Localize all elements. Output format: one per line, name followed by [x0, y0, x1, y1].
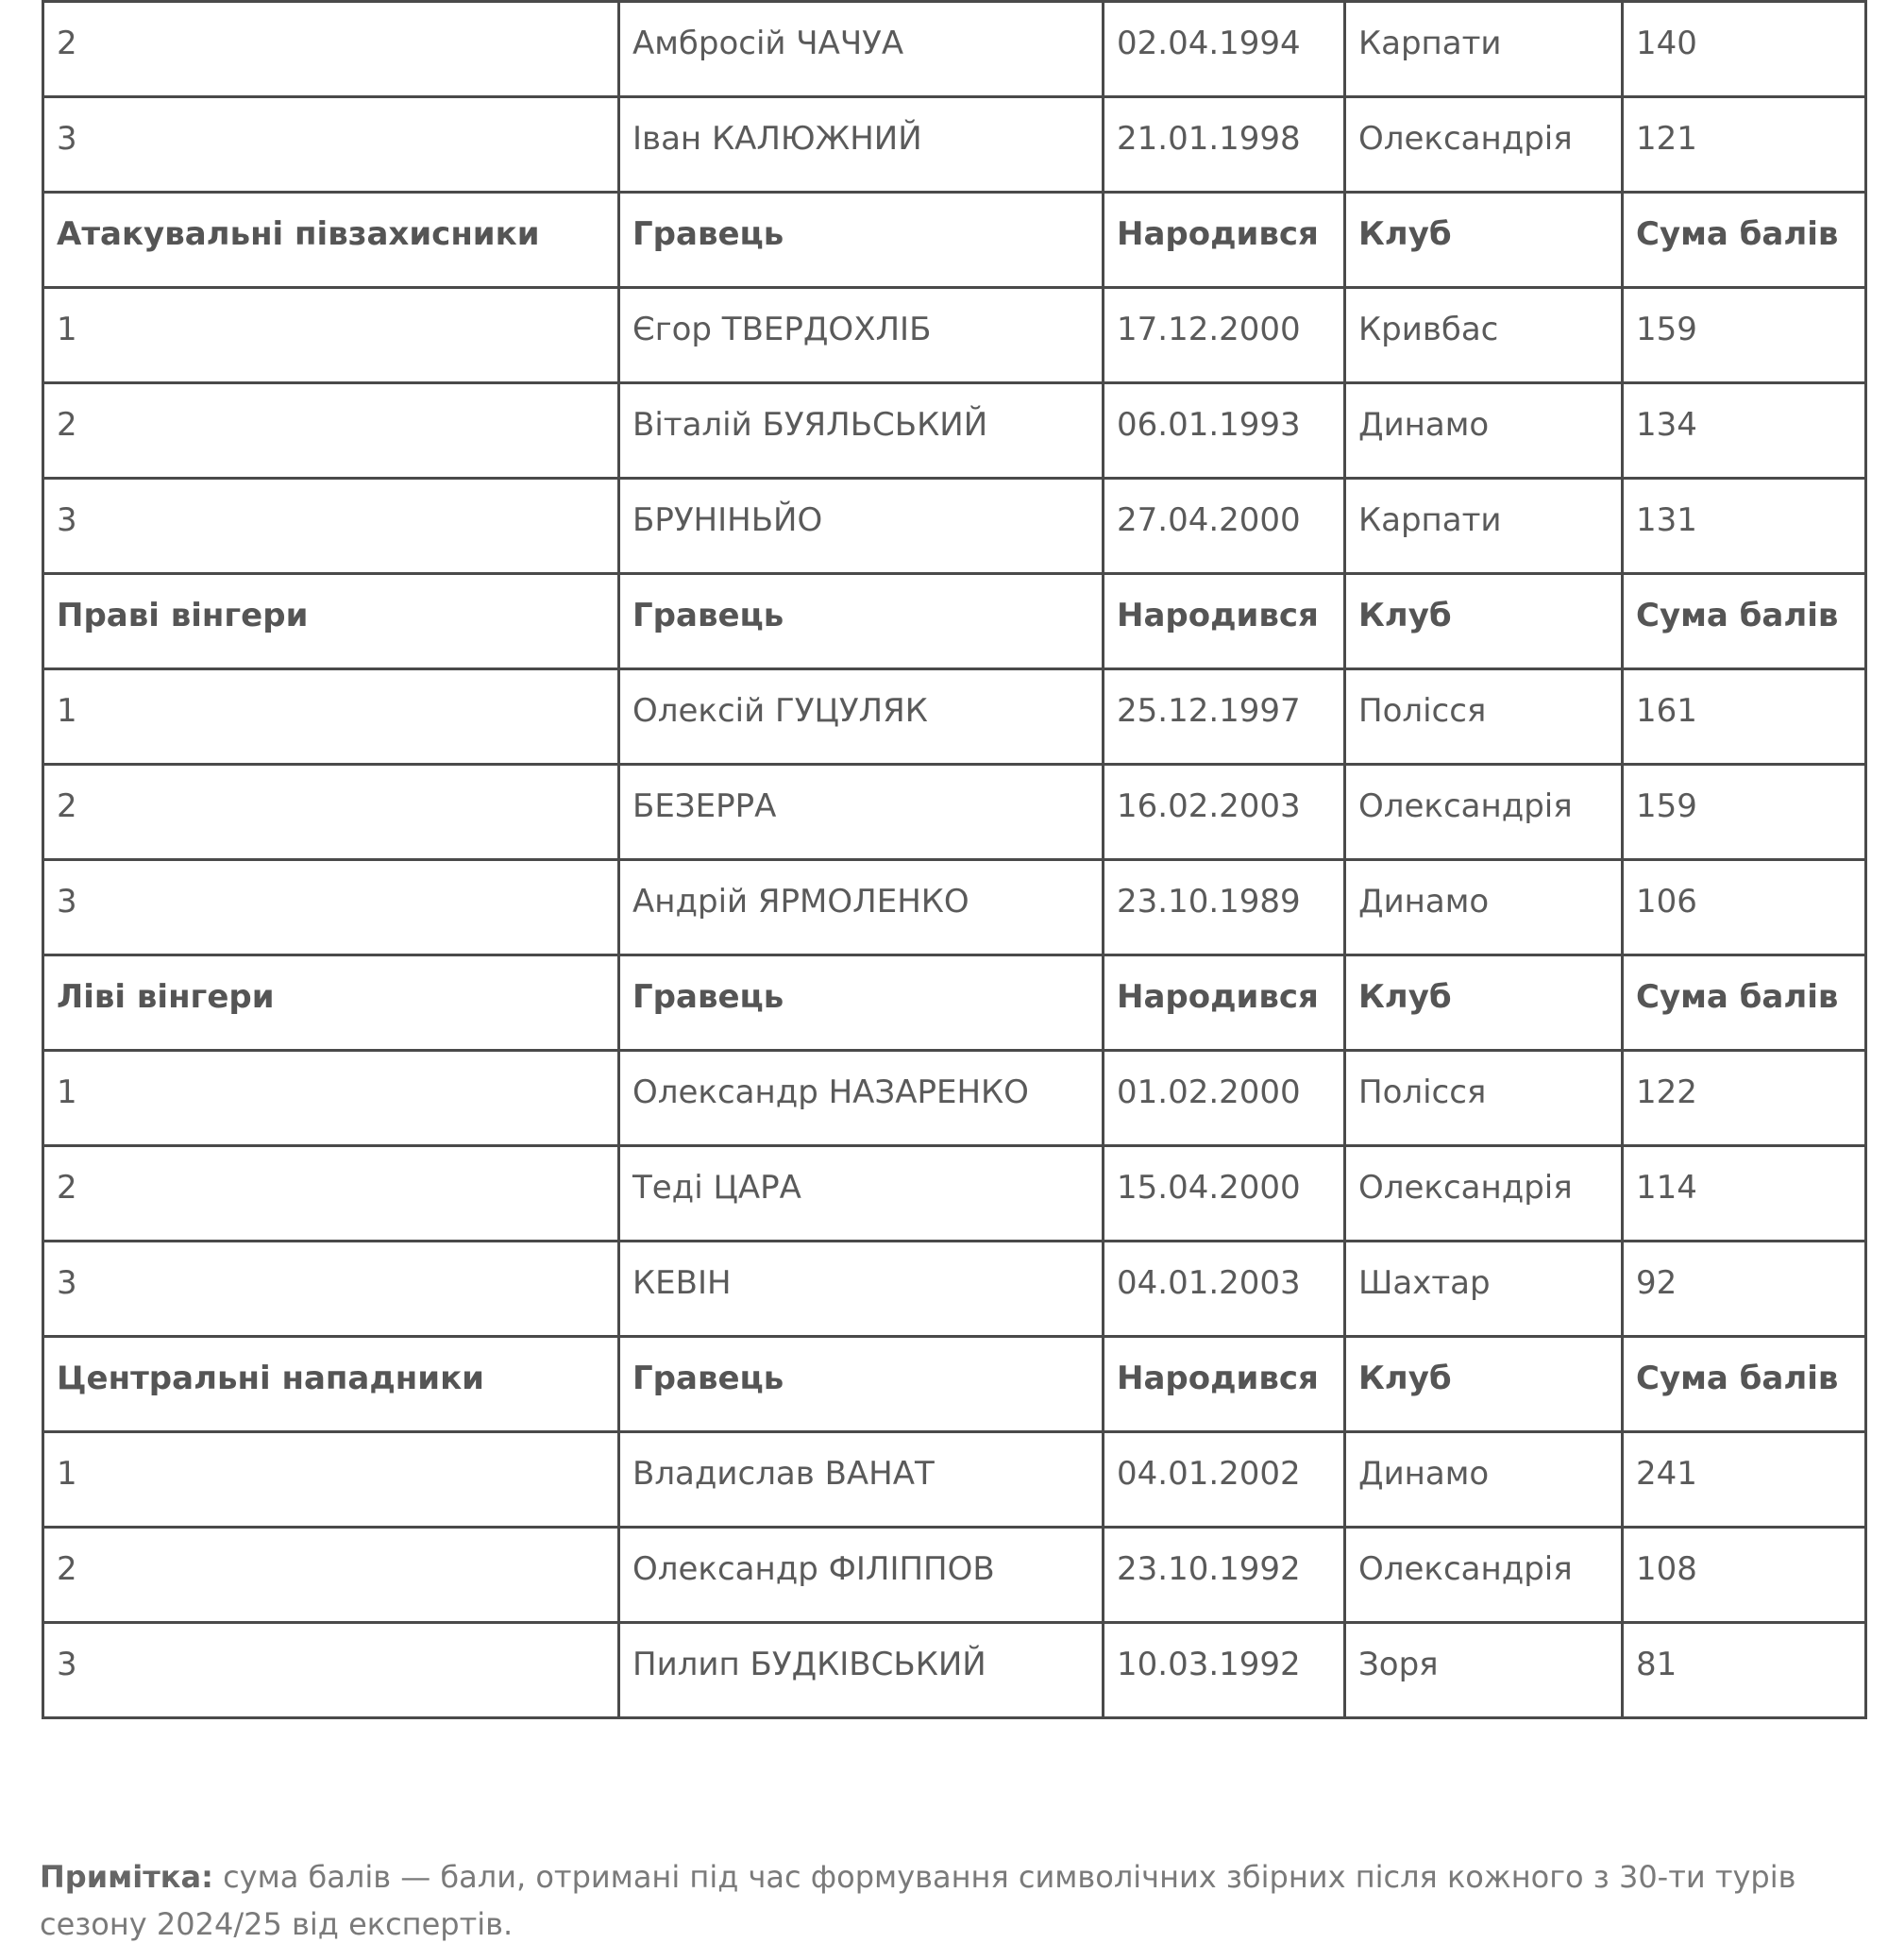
- cell-club: Карпати: [1345, 2, 1623, 97]
- footnote-text: сума балів — бали, отримані під час формування символічних збірних після кожного з 30-ти турів сезону 2024/25 від експертів.: [40, 1859, 1796, 1942]
- cell-born: 25.12.1997: [1104, 669, 1345, 765]
- cell-player: Пилип БУДКІВСЬКИЙ: [619, 1623, 1104, 1718]
- cell-born: 17.12.2000: [1104, 288, 1345, 383]
- cell-club: Олександрія: [1345, 765, 1623, 860]
- section-header-row: [43, 955, 1866, 1051]
- cell-born: 23.10.1989: [1104, 860, 1345, 955]
- cell-club: Кривбас: [1345, 288, 1623, 383]
- cell-born: 04.01.2002: [1104, 1432, 1345, 1528]
- table-row: [43, 1528, 1866, 1623]
- cell-points: 121: [1623, 97, 1866, 193]
- cell-points: 92: [1623, 1242, 1866, 1337]
- cell-points: 106: [1623, 860, 1866, 955]
- cell-position: 2: [43, 383, 619, 479]
- cell-position: 1: [43, 1432, 619, 1528]
- cell-club: Олександрія: [1345, 1146, 1623, 1242]
- table-row: [43, 1623, 1866, 1718]
- table-row: [43, 1051, 1866, 1146]
- cell-club: Шахтар: [1345, 1242, 1623, 1337]
- table-row: [43, 288, 1866, 383]
- cell-points: 159: [1623, 765, 1866, 860]
- cell-position: 2: [43, 1146, 619, 1242]
- cell-position: 1: [43, 669, 619, 765]
- cell-player: Амбросій ЧАЧУА: [619, 2, 1104, 97]
- section-title: Центральні нападники: [43, 1337, 619, 1432]
- column-header: Народився: [1104, 1337, 1345, 1432]
- cell-position: 1: [43, 288, 619, 383]
- cell-points: 241: [1623, 1432, 1866, 1528]
- cell-player: Олексій ГУЦУЛЯК: [619, 669, 1104, 765]
- cell-player: Віталій БУЯЛЬСЬКИЙ: [619, 383, 1104, 479]
- column-header: Клуб: [1345, 955, 1623, 1051]
- cell-position: 3: [43, 1623, 619, 1718]
- cell-player: Іван КАЛЮЖНИЙ: [619, 97, 1104, 193]
- cell-club: Зоря: [1345, 1623, 1623, 1718]
- cell-born: 01.02.2000: [1104, 1051, 1345, 1146]
- cell-club: Полісся: [1345, 669, 1623, 765]
- cell-points: 81: [1623, 1623, 1866, 1718]
- cell-position: 3: [43, 1242, 619, 1337]
- column-header: Гравець: [619, 193, 1104, 288]
- footnote: [40, 1853, 1833, 1948]
- column-header: Сума балів: [1623, 574, 1866, 669]
- cell-player: Єгор ТВЕРДОХЛІБ: [619, 288, 1104, 383]
- cell-club: Олександрія: [1345, 1528, 1623, 1623]
- cell-points: 122: [1623, 1051, 1866, 1146]
- column-header: Гравець: [619, 955, 1104, 1051]
- cell-club: Динамо: [1345, 1432, 1623, 1528]
- section-header-row: [43, 574, 1866, 669]
- footnote-label: Примітка:: [40, 1859, 213, 1895]
- cell-player: Владислав ВАНАТ: [619, 1432, 1104, 1528]
- cell-club: Карпати: [1345, 479, 1623, 574]
- table-row: [43, 383, 1866, 479]
- cell-player: КЕВІН: [619, 1242, 1104, 1337]
- section-title: Ліві вінгери: [43, 955, 619, 1051]
- cell-club: Динамо: [1345, 383, 1623, 479]
- cell-born: 10.03.1992: [1104, 1623, 1345, 1718]
- cell-points: 140: [1623, 2, 1866, 97]
- cell-points: 131: [1623, 479, 1866, 574]
- column-header: Народився: [1104, 574, 1345, 669]
- column-header: Сума балів: [1623, 955, 1866, 1051]
- cell-player: БЕЗЕРРА: [619, 765, 1104, 860]
- cell-position: 3: [43, 860, 619, 955]
- column-header: Клуб: [1345, 574, 1623, 669]
- table-body: [43, 2, 1866, 1718]
- cell-points: 159: [1623, 288, 1866, 383]
- cell-born: 16.02.2003: [1104, 765, 1345, 860]
- cell-club: Динамо: [1345, 860, 1623, 955]
- table-row: [43, 479, 1866, 574]
- cell-player: Олександр НАЗАРЕНКО: [619, 1051, 1104, 1146]
- cell-player: Олександр ФІЛІППОВ: [619, 1528, 1104, 1623]
- table-row: [43, 765, 1866, 860]
- cell-points: 114: [1623, 1146, 1866, 1242]
- cell-club: Олександрія: [1345, 97, 1623, 193]
- column-header: Клуб: [1345, 193, 1623, 288]
- column-header: Сума балів: [1623, 1337, 1866, 1432]
- table-row: [43, 860, 1866, 955]
- section-header-row: [43, 193, 1866, 288]
- column-header: Сума балів: [1623, 193, 1866, 288]
- cell-position: 2: [43, 765, 619, 860]
- cell-position: 3: [43, 479, 619, 574]
- cell-points: 161: [1623, 669, 1866, 765]
- cell-position: 2: [43, 2, 619, 97]
- cell-club: Полісся: [1345, 1051, 1623, 1146]
- cell-born: 23.10.1992: [1104, 1528, 1345, 1623]
- cell-position: 1: [43, 1051, 619, 1146]
- cell-born: 04.01.2003: [1104, 1242, 1345, 1337]
- player-stats-table: [42, 0, 1867, 1719]
- cell-points: 134: [1623, 383, 1866, 479]
- cell-position: 3: [43, 97, 619, 193]
- table-row: [43, 1146, 1866, 1242]
- cell-born: 15.04.2000: [1104, 1146, 1345, 1242]
- cell-player: Теді ЦАРА: [619, 1146, 1104, 1242]
- column-header: Народився: [1104, 955, 1345, 1051]
- table-row: [43, 669, 1866, 765]
- cell-position: 2: [43, 1528, 619, 1623]
- column-header: Народився: [1104, 193, 1345, 288]
- cell-born: 06.01.1993: [1104, 383, 1345, 479]
- table-row: [43, 1432, 1866, 1528]
- column-header: Гравець: [619, 1337, 1104, 1432]
- cell-player: БРУНІНЬЙО: [619, 479, 1104, 574]
- table-row: [43, 97, 1866, 193]
- cell-player: Андрій ЯРМОЛЕНКО: [619, 860, 1104, 955]
- column-header: Гравець: [619, 574, 1104, 669]
- table-row: [43, 2, 1866, 97]
- section-header-row: [43, 1337, 1866, 1432]
- cell-points: 108: [1623, 1528, 1866, 1623]
- section-title: Атакувальні півзахисники: [43, 193, 619, 288]
- table-row: [43, 1242, 1866, 1337]
- section-title: Праві вінгери: [43, 574, 619, 669]
- cell-born: 21.01.1998: [1104, 97, 1345, 193]
- column-header: Клуб: [1345, 1337, 1623, 1432]
- cell-born: 02.04.1994: [1104, 2, 1345, 97]
- cell-born: 27.04.2000: [1104, 479, 1345, 574]
